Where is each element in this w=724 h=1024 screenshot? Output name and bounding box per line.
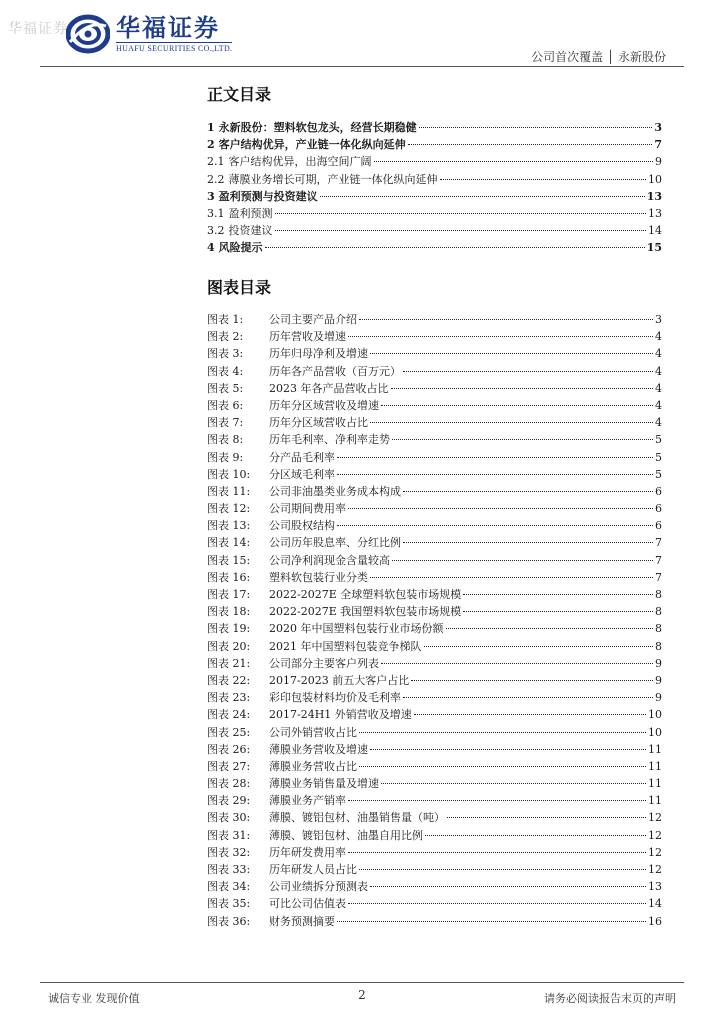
entry-page: 12 (648, 811, 662, 825)
figure-entry[interactable] (207, 792, 662, 809)
entry-page: 8 (655, 588, 662, 601)
entry-page: 9 (655, 691, 662, 705)
entry-page: 4 (655, 416, 662, 430)
dot-leader (370, 577, 653, 578)
dot-leader (403, 371, 653, 372)
entry-page: 11 (648, 742, 662, 756)
dot-leader (440, 179, 647, 180)
entry-page: 7 (655, 536, 662, 550)
entry-number: 图表 12: (207, 502, 251, 516)
entry-label: 塑料软包装行业分类 (269, 570, 368, 584)
entry-number: 图表 20: (207, 639, 251, 653)
dot-leader (414, 714, 646, 715)
dot-leader (381, 405, 653, 406)
dot-leader (348, 852, 646, 853)
dot-leader (359, 319, 653, 320)
figure-entry[interactable] (207, 603, 662, 620)
entry-label: 财务预测摘要 (269, 914, 335, 928)
entry-page: 14 (648, 897, 662, 911)
entry-page: 12 (648, 863, 662, 876)
dot-leader (392, 560, 653, 561)
entry-number: 图表 6: (207, 398, 244, 412)
figure-entry[interactable] (207, 620, 662, 637)
entry-page: 5 (655, 467, 662, 481)
figure-entry[interactable] (207, 913, 662, 930)
entry-label: 历年各产品营收（百万元） (269, 364, 401, 378)
dot-leader (411, 680, 653, 681)
entry-number: 1 (207, 121, 215, 134)
figure-entry[interactable] (207, 758, 662, 775)
figure-entry[interactable] (207, 724, 662, 741)
dot-leader (424, 646, 654, 647)
entry-page: 3 (654, 121, 662, 134)
entry-page: 9 (655, 673, 662, 687)
entry-page: 16 (648, 914, 662, 928)
entry-page: 6 (655, 502, 662, 516)
dot-leader (381, 783, 646, 784)
entry-number: 图表 14: (207, 536, 251, 550)
dot-leader (463, 611, 653, 612)
entry-label: 公司净利润现金含量较高 (269, 553, 390, 567)
entry-number: 图表 10: (207, 467, 251, 481)
entry-page: 7 (655, 553, 662, 567)
toc-list (207, 119, 662, 257)
figure-entry[interactable] (207, 414, 662, 431)
toc-entry[interactable] (207, 205, 662, 222)
toc-entry[interactable] (207, 222, 662, 239)
entry-number: 图表 2: (207, 330, 244, 344)
entry-page: 5 (655, 433, 662, 447)
dot-leader (348, 336, 653, 337)
entry-label: 2023 年各产品营收占比 (269, 381, 389, 395)
entry-number: 图表 1: (207, 313, 244, 326)
entry-page: 9 (655, 155, 662, 169)
entry-number: 3 (207, 189, 215, 203)
figure-entry[interactable] (207, 328, 662, 345)
entry-number: 图表 25: (207, 725, 251, 739)
figure-entry[interactable] (207, 431, 662, 448)
entry-number: 图表 16: (207, 570, 251, 584)
entry-page: 6 (655, 519, 662, 533)
entry-label: 历年研发费用率 (269, 845, 346, 859)
entry-page: 4 (655, 398, 662, 412)
figure-entry[interactable] (207, 517, 662, 534)
entry-number: 图表 13: (207, 519, 251, 533)
entry-number: 图表 27: (207, 759, 251, 773)
dot-leader (381, 663, 653, 664)
entry-page: 12 (648, 845, 662, 859)
entry-number: 4 (207, 241, 215, 255)
entry-label: 薄膜业务产销率 (269, 794, 346, 808)
entry-number: 图表 35: (207, 897, 251, 911)
figure-entry[interactable] (207, 345, 662, 362)
figure-entry[interactable] (207, 775, 662, 792)
dot-leader (275, 230, 647, 231)
entry-page: 4 (655, 330, 662, 344)
footer-disclaimer: 请务必阅读报告末页的声明 (544, 992, 676, 1005)
dot-leader (419, 127, 653, 128)
header-divider (40, 66, 684, 67)
figure-entry[interactable] (207, 569, 662, 586)
entry-label: 2022-2027E 全球塑料软包装市场规模 (269, 588, 462, 601)
dot-leader (359, 869, 646, 870)
dot-leader (359, 732, 646, 733)
toc-entry[interactable] (207, 119, 662, 136)
figure-entry[interactable] (207, 449, 662, 466)
entry-page: 8 (655, 639, 662, 653)
entry-page: 10 (648, 708, 662, 722)
figure-entry[interactable] (207, 380, 662, 397)
figure-entry[interactable] (207, 706, 662, 723)
dot-leader (337, 474, 653, 475)
entry-label: 公司主要产品介绍 (269, 313, 357, 326)
dot-leader (403, 542, 653, 543)
figure-entry[interactable] (207, 844, 662, 861)
toc-entry[interactable] (207, 136, 662, 153)
entry-number: 图表 22: (207, 673, 251, 687)
entry-page: 11 (648, 794, 662, 808)
entry-label: 2017-2023 前五大客户占比 (269, 673, 410, 687)
dot-leader (348, 508, 653, 509)
dot-leader (337, 525, 653, 526)
entry-label: 薄膜、镀铝包材、油墨销售量（吨） (269, 811, 445, 825)
entry-number: 图表 28: (207, 777, 251, 791)
entry-label: 历年归母净利及增速 (269, 347, 368, 361)
logo-english-name: HUAFU SECURITIES CO.,LTD. (116, 44, 233, 53)
entry-label: 永新股份：塑料软包龙头，经营长期稳健 (218, 121, 417, 134)
entry-number: 图表 33: (207, 863, 251, 876)
figure-entry[interactable] (207, 878, 662, 895)
entry-label: 彩印包装材料均价及毛利率 (269, 691, 401, 705)
figure-entry[interactable] (207, 500, 662, 517)
figure-entry[interactable] (207, 466, 662, 483)
entry-label: 2021 年中国塑料包装竞争梯队 (269, 639, 422, 653)
entry-number: 图表 24: (207, 708, 251, 722)
entry-number: 图表 30: (207, 811, 251, 825)
entry-page: 4 (655, 347, 662, 361)
entry-number: 图表 7: (207, 416, 244, 430)
entry-label: 公司非油墨类业务成本构成 (269, 484, 401, 498)
dot-leader (337, 921, 646, 922)
entry-label: 公司业绩拆分预测表 (269, 880, 368, 894)
entry-number: 3.2 (207, 224, 225, 238)
footer-divider (40, 982, 684, 983)
entry-label: 可比公司估值表 (269, 897, 346, 911)
entry-number: 图表 31: (207, 828, 251, 842)
entry-label: 薄膜业务营收及增速 (269, 742, 368, 756)
entry-page: 10 (648, 725, 662, 739)
entry-page: 15 (646, 241, 662, 255)
dot-leader (403, 697, 653, 698)
dot-leader (391, 388, 654, 389)
entry-label: 客户结构优异，产业链一体化纵向延伸 (218, 138, 406, 152)
toc-title: 正文目录 (207, 85, 272, 104)
entry-number: 图表 36: (207, 914, 251, 928)
dot-leader (337, 457, 653, 458)
entry-number: 3.1 (207, 206, 225, 220)
dot-leader (447, 817, 646, 818)
dot-leader (348, 903, 646, 904)
entry-page: 7 (655, 570, 662, 584)
entry-page: 11 (648, 759, 662, 773)
entry-number: 图表 29: (207, 794, 251, 808)
figures-list (207, 311, 662, 930)
entry-number: 图表 9: (207, 450, 244, 464)
entry-label: 2022-2027E 我国塑料软包装市场规模 (269, 605, 462, 619)
entry-page: 13 (646, 189, 662, 203)
report-tag: 公司首次覆盖 │ 永新股份 (531, 50, 666, 64)
entry-page: 9 (655, 656, 662, 670)
entry-page: 10 (648, 172, 662, 186)
entry-label: 历年毛利率、净利率走势 (269, 433, 390, 447)
entry-page: 13 (648, 880, 662, 894)
entry-label: 公司部分主要客户列表 (269, 656, 379, 670)
entry-label: 公司期间费用率 (269, 502, 346, 516)
entry-number: 2.2 (207, 172, 225, 186)
dot-leader (408, 144, 653, 145)
entry-label: 2020 年中国塑料包装行业市场份额 (269, 622, 444, 636)
figure-entry[interactable] (207, 672, 662, 689)
entry-page: 3 (655, 313, 662, 326)
entry-page: 12 (648, 828, 662, 842)
entry-label: 公司外销营收占比 (269, 725, 357, 739)
entry-number: 图表 3: (207, 347, 244, 361)
entry-label: 分产品毛利率 (269, 450, 335, 464)
dot-leader (265, 247, 645, 248)
figure-entry[interactable] (207, 397, 662, 414)
entry-number: 图表 8: (207, 433, 244, 447)
entry-label: 客户结构优异，出海空间广阔 (228, 155, 372, 169)
dot-leader (370, 749, 646, 750)
entry-label: 历年营收及增速 (269, 330, 346, 344)
toc-entry[interactable] (207, 153, 662, 170)
entry-label: 盈利预测 (228, 206, 273, 220)
figure-entry[interactable] (207, 895, 662, 912)
entry-label: 薄膜、镀铝包材、油墨自用比例 (269, 828, 423, 842)
figure-entry[interactable] (207, 861, 662, 878)
dot-leader (374, 161, 654, 162)
figure-entry[interactable] (207, 741, 662, 758)
entry-label: 公司历年股息率、分红比例 (269, 536, 401, 550)
figure-entry[interactable] (207, 809, 662, 826)
entry-page: 11 (648, 777, 662, 791)
figure-entry[interactable] (207, 586, 662, 603)
entry-label: 盈利预测与投资建议 (218, 189, 318, 203)
entry-label: 投资建议 (228, 224, 273, 238)
logo-chinese-name: 华福证券 (116, 14, 220, 42)
figure-entry[interactable] (207, 363, 662, 380)
toc-entry[interactable] (207, 171, 662, 188)
toc-entry[interactable] (207, 188, 662, 205)
entry-label: 薄膜业务销售量及增速 (269, 777, 379, 791)
entry-number: 图表 32: (207, 845, 251, 859)
dot-leader (463, 594, 653, 595)
dot-leader (370, 422, 653, 423)
logo-swirl-icon (66, 14, 110, 54)
dot-leader (275, 213, 647, 214)
entry-number: 图表 18: (207, 605, 251, 619)
entry-label: 公司股权结构 (269, 519, 335, 533)
figure-entry[interactable] (207, 534, 662, 551)
entry-number: 图表 11: (207, 484, 251, 498)
figure-entry[interactable] (207, 483, 662, 500)
dot-leader (320, 196, 645, 197)
entry-page: 8 (655, 622, 662, 636)
toc-entry[interactable] (207, 239, 662, 256)
entry-number: 图表 21: (207, 656, 251, 670)
entry-number: 图表 15: (207, 553, 251, 567)
figures-title: 图表目录 (207, 278, 272, 297)
entry-page: 5 (655, 450, 662, 464)
entry-label: 历年研发人员占比 (269, 863, 357, 876)
entry-label: 薄膜业务营收占比 (269, 759, 357, 773)
entry-label: 历年分区域营收及增速 (269, 398, 379, 412)
entry-page: 7 (654, 138, 662, 152)
watermark-text: 华福证券 (8, 21, 68, 37)
entry-page: 14 (648, 224, 662, 238)
entry-number: 图表 5: (207, 381, 244, 395)
figure-entry[interactable] (207, 827, 662, 844)
figure-entry[interactable] (207, 638, 662, 655)
entry-number: 图表 34: (207, 880, 251, 894)
entry-number: 图表 23: (207, 691, 251, 705)
entry-number: 图表 4: (207, 364, 244, 378)
entry-number: 图表 19: (207, 622, 251, 636)
entry-page: 8 (655, 605, 662, 619)
entry-page: 6 (655, 484, 662, 498)
entry-number: 图表 17: (207, 588, 251, 601)
footer-slogan: 诚信专业 发现价值 (48, 992, 140, 1005)
entry-label: 2017-24H1 外销营收及增速 (269, 708, 412, 722)
dot-leader (359, 766, 646, 767)
entry-label: 风险提示 (218, 241, 263, 255)
dot-leader (446, 628, 654, 629)
entry-number: 图表 26: (207, 742, 251, 756)
dot-leader (403, 491, 653, 492)
entry-label: 分区域毛利率 (269, 467, 335, 481)
entry-label: 薄膜业务增长可期，产业链一体化纵向延伸 (228, 172, 438, 186)
page-number: 2 (358, 988, 366, 1002)
figure-entry[interactable] (207, 311, 662, 328)
entry-page: 4 (655, 381, 662, 395)
dot-leader (348, 800, 646, 801)
figure-entry[interactable] (207, 552, 662, 569)
figure-entry[interactable] (207, 689, 662, 706)
dot-leader (370, 886, 646, 887)
company-logo (66, 14, 232, 54)
dot-leader (370, 353, 653, 354)
entry-number: 2.1 (207, 155, 225, 169)
entry-page: 4 (655, 364, 662, 378)
dot-leader (425, 835, 646, 836)
figure-entry[interactable] (207, 655, 662, 672)
dot-leader (392, 439, 653, 440)
entry-label: 历年分区域营收占比 (269, 416, 368, 430)
entry-page: 13 (648, 206, 662, 220)
entry-number: 2 (207, 138, 215, 152)
